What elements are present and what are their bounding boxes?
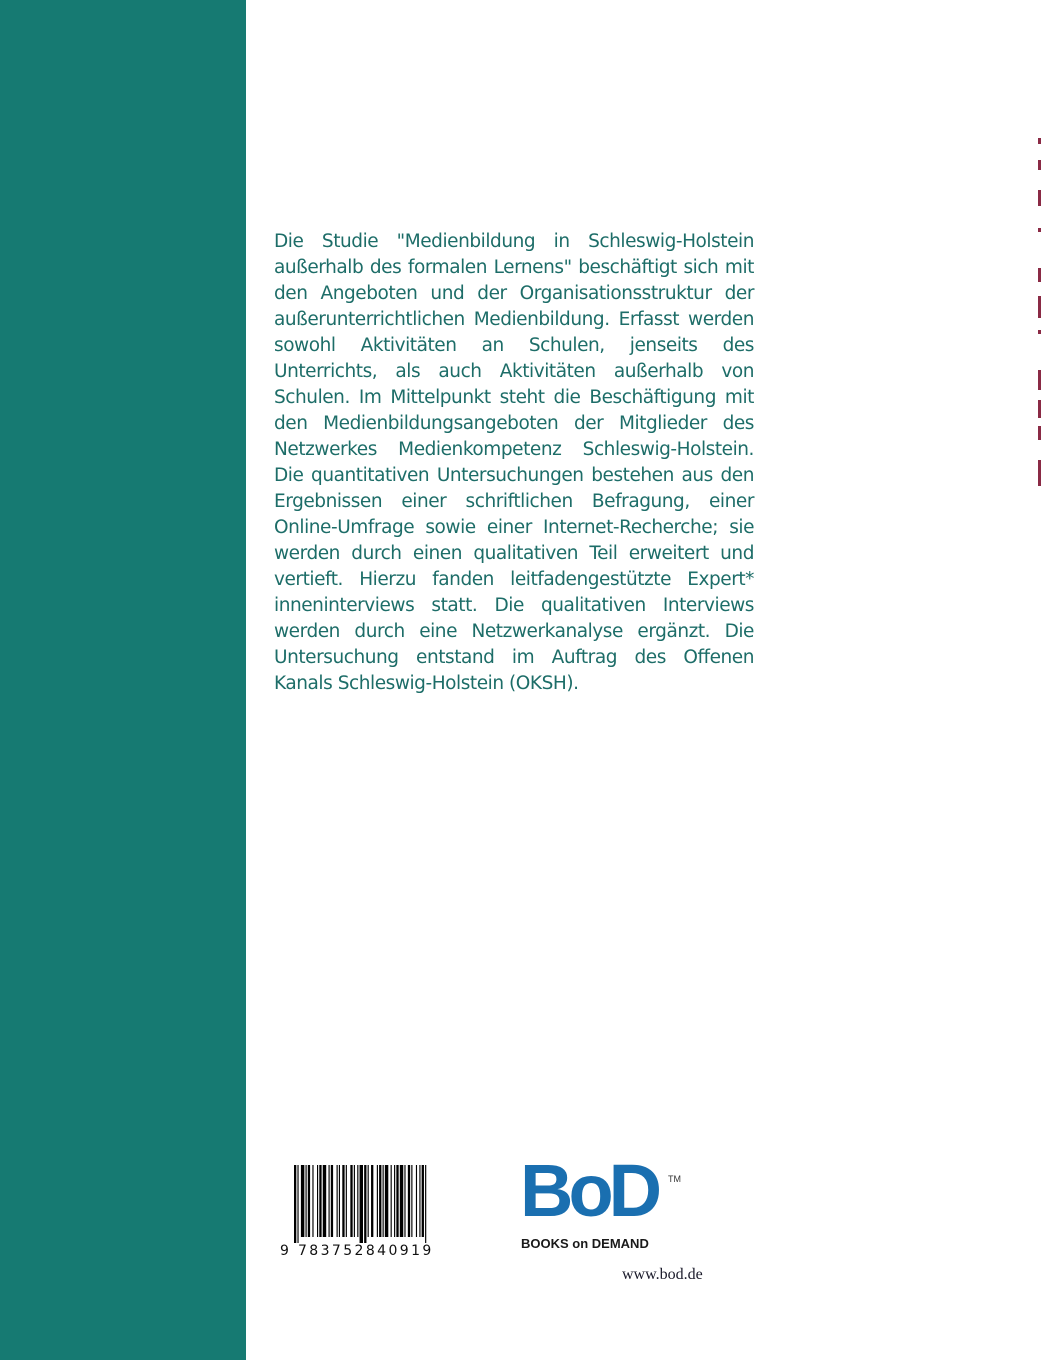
publisher-tagline: BOOKS on DEMAND [521, 1236, 649, 1251]
trademark-mark: TM [668, 1174, 681, 1184]
cover-color-band [0, 0, 246, 1360]
barcode-bars [294, 1165, 474, 1243]
spine-edge-marks [1036, 138, 1044, 486]
publisher-logo [520, 1149, 690, 1258]
barcode-first-digit: 9 [280, 1243, 289, 1259]
bod-wordmark: BoD [520, 1149, 658, 1232]
publisher-url: www.bod.de [622, 1266, 703, 1283]
back-cover-blurb: Die Studie "Medienbildung in Schleswig-Holstein außerhalb des formalen Lernens" beschäftigt sich mit den Angeboten und der Organisationsstruktur der außerunterrichtlichen Medienbildung. Erfasst werden sowohl Aktivitäten an Schulen, jenseits des Unterrichts, als auch Aktivitäten außerhalb von Schulen. Im Mittelpunkt steht die Beschäftigung mit den Medienbildungsangeboten der Mitglieder des Netzwerkes Medienkompetenz Schleswig-Holstein. Die quantitativen Untersuchungen bestehen aus den Ergebnissen einer schriftlichen Befragung, einer Online-Umfrage sowie einer Internet-Recherche; sie werden durch einen qualitativen Teil erweitert und vertieft. Hierzu fanden leitfadengestützte Expert* inneninterviews statt. Die qualitativen Interviews werden durch eine Netzwerkanalyse ergänzt. Die Untersuchung entstand im Auftrag des Offenen Kanals Schleswig-Holstein (OKSH). [274, 231, 754, 694]
barcode-digits: 783752840919 [298, 1243, 434, 1259]
isbn-barcode [280, 1165, 480, 1265]
